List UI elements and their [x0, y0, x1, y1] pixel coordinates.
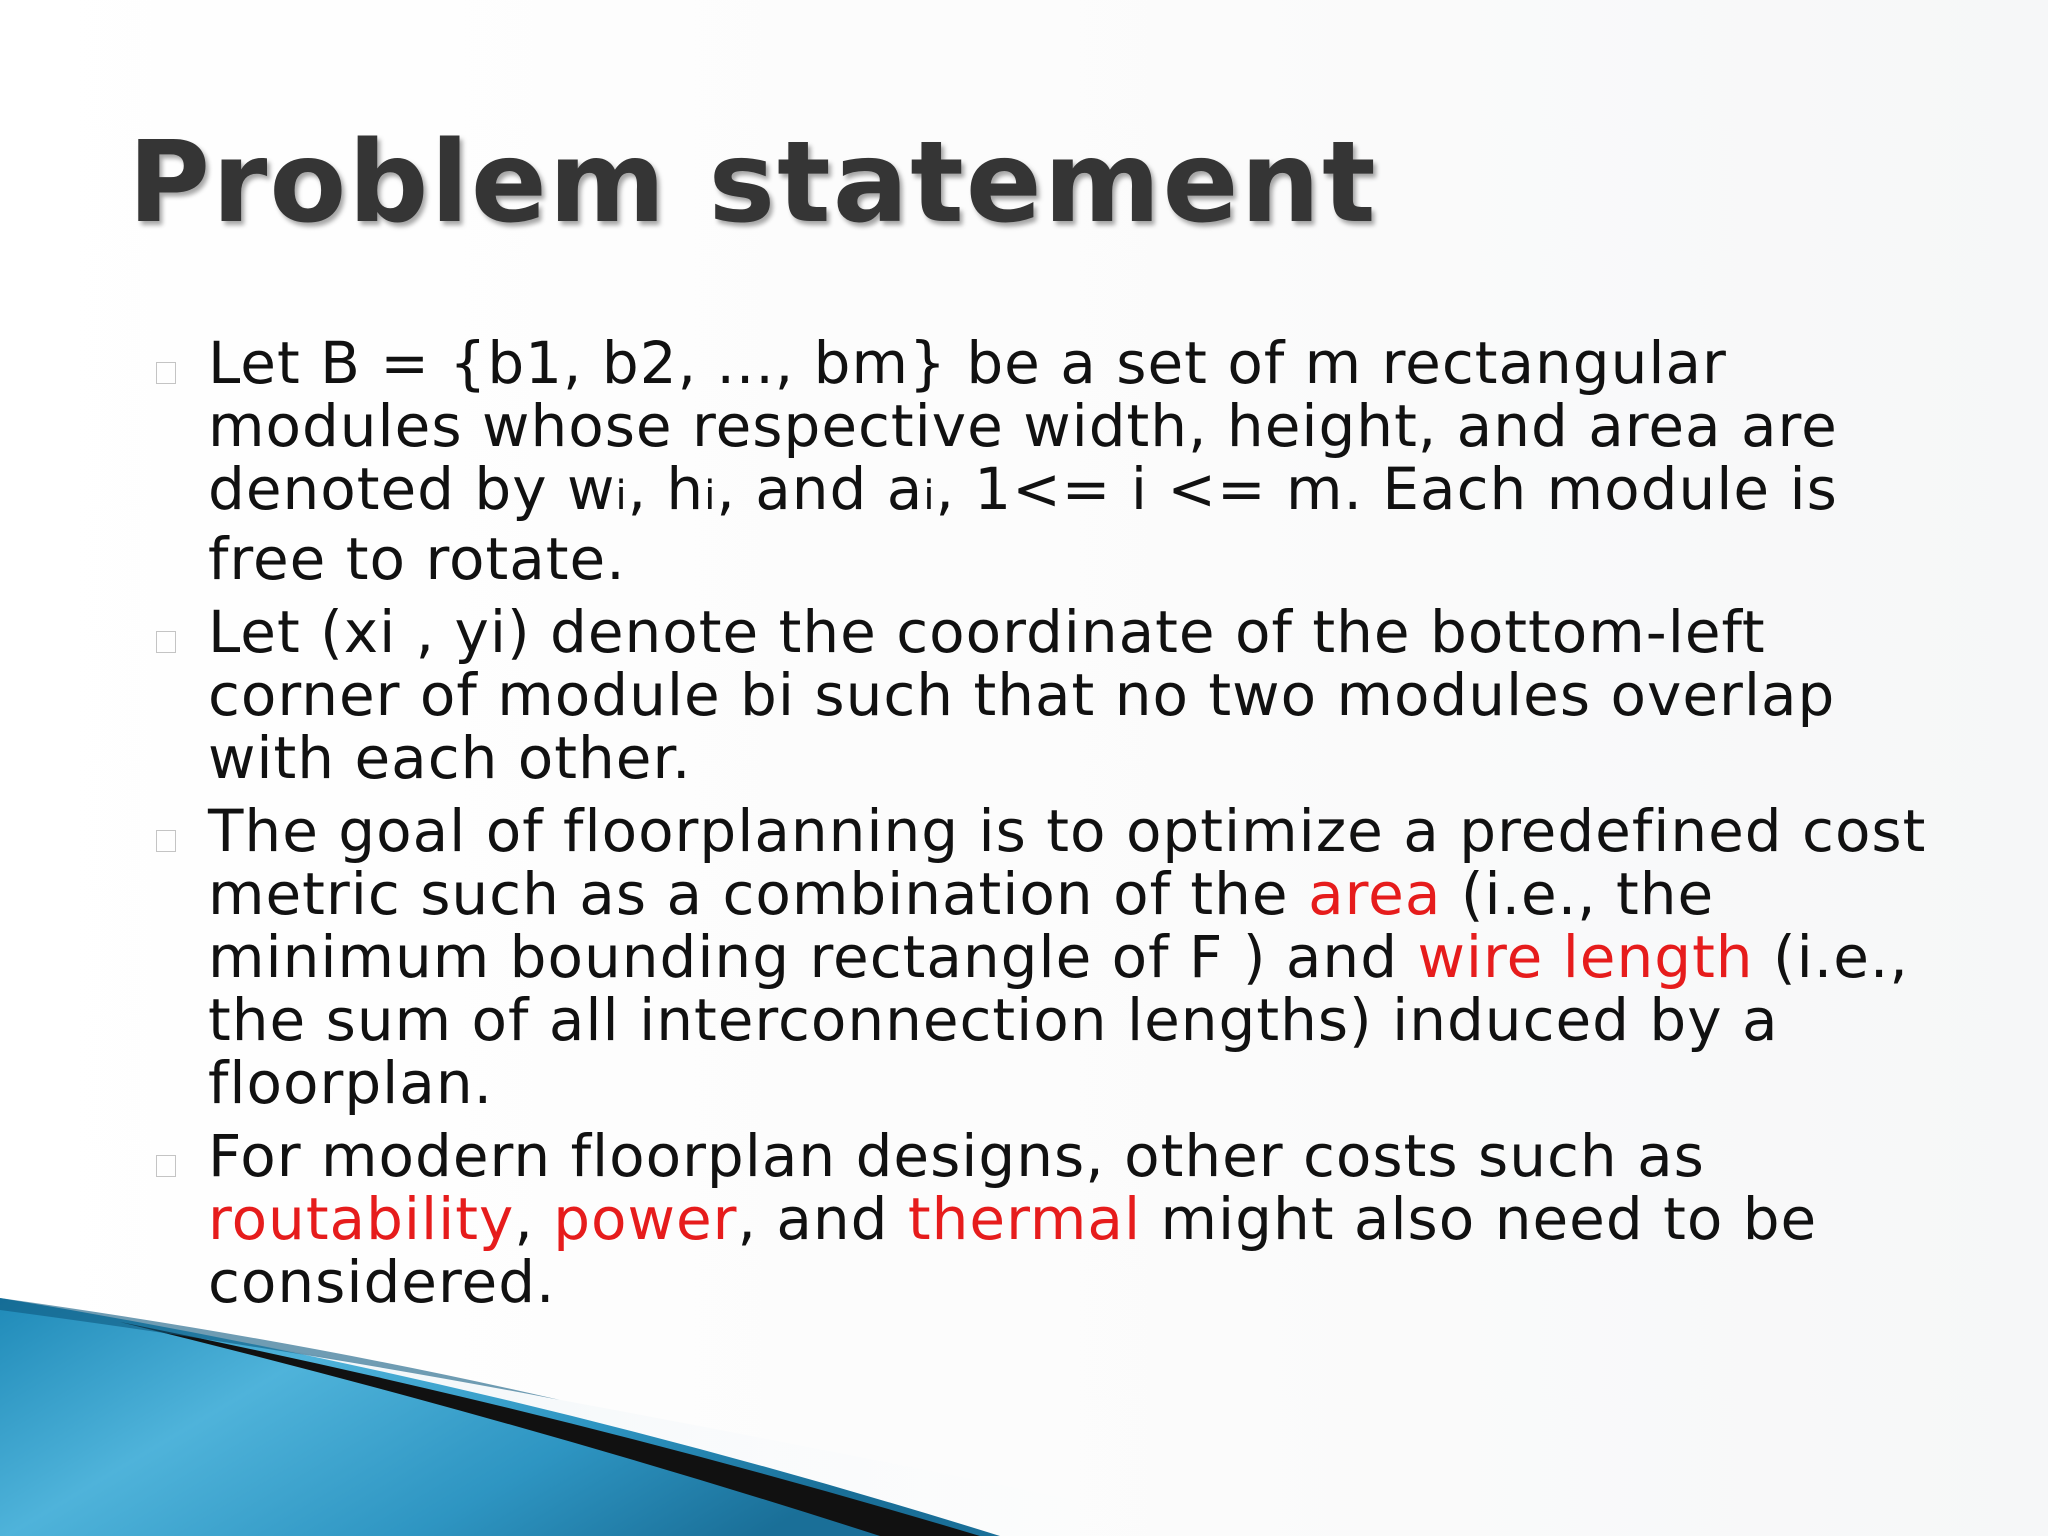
text-run: (i.e., the sum of all interconnection lengths) induced by a floorplan. [208, 923, 1909, 1117]
bullet-item-1 [156, 329, 1956, 593]
text-run: For modern floorplan designs, other costs such as [208, 1122, 1705, 1190]
text-run: , 1<= i <= m. Each module is free to rotate. [208, 455, 1838, 593]
text-run: The goal of floorplanning is to optimize a predefined cost metric such as a combination of the [208, 797, 1927, 928]
bullet-text [208, 1122, 1956, 1316]
square-bullet-icon [156, 830, 176, 852]
bullet-text: Let (xi , yi) denote the coordinate of the bottom-left corner of module bi such that no two modules overlap with each other. [208, 598, 1836, 792]
square-bullet-icon [156, 1155, 176, 1177]
text-run-sub: i [704, 473, 717, 519]
bullet-list [156, 329, 1956, 1324]
text-run: w [567, 455, 616, 523]
square-bullet-icon [156, 362, 176, 384]
highlight-term: thermal [907, 1185, 1142, 1253]
highlight-term: area [1308, 860, 1442, 928]
text-run: , and a [716, 455, 924, 523]
square-bullet-icon [156, 631, 176, 653]
text-run: (i.e., the minimum bounding rectangle of F ) and [208, 860, 1715, 991]
text-run: might also need to be considered. [208, 1185, 1818, 1316]
text-run-sub: i [615, 473, 628, 519]
text-run: Let B = {b1, b2, ..., bm} be a set of m rectangular modules whose respective width, height, and area are denoted by [208, 329, 1838, 523]
text-run: , and [737, 1185, 908, 1253]
highlight-term: wire length [1417, 923, 1754, 991]
slide-title: Problem statement [128, 118, 1378, 248]
text-run: , h [627, 455, 705, 523]
bullet-item-2 [156, 598, 1956, 792]
highlight-term: power [553, 1185, 738, 1253]
bullet-item-3 [156, 797, 1956, 1117]
bullet-item-4 [156, 1122, 1956, 1316]
highlight-term: routability [208, 1185, 515, 1253]
bullet-text [208, 797, 1956, 1117]
text-run-sub: i [923, 473, 936, 519]
text-run: , [514, 1185, 554, 1253]
bullet-text [208, 329, 1956, 593]
